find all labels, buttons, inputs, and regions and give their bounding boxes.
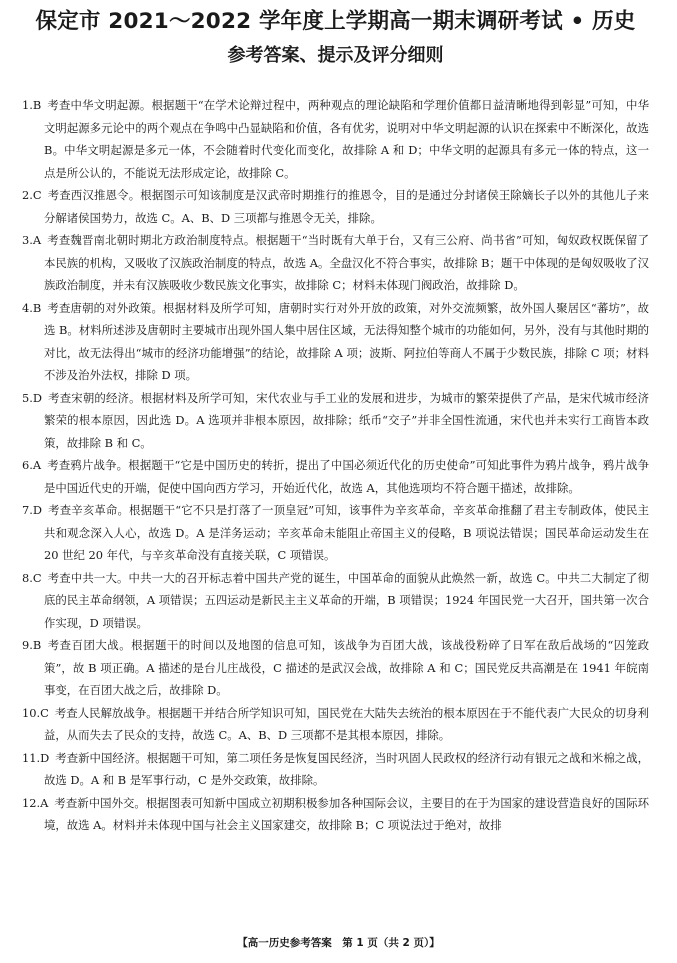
answer-explanation: 考查鸦片战争。根据题干“它是中国历史的转折，提出了中国必须近代化的历史使命”可知此事件为鸦片战争，鸦片战争是中国近代史的开端，促使中国向西方学习，开始近代化，故选 A，其他选项均不符合题干描述，故排除。 — [44, 458, 649, 495]
answer-item-1 — [22, 94, 649, 184]
answer-item-7 — [22, 499, 649, 567]
answer-item-5 — [22, 387, 649, 455]
answer-item-4 — [22, 297, 649, 387]
answer-number: 10.C — [22, 705, 49, 720]
answer-number: 11.D — [22, 750, 50, 765]
answer-number: 12.A — [22, 795, 49, 810]
answer-explanation: 考查人民解放战争。根据题干并结合所学知识可知，国民党在大陆失去统治的根本原因在于不能代表广大民众的切身利益，从而失去了民众的支持，故选 C。A、B、D 三项都不是其根本原因，排除。 — [44, 705, 649, 742]
answer-explanation: 考查新中国经济。根据题干可知，第二项任务是恢复国民经济，当时巩固人民政权的经济行动有银元之战和米棉之战，故选 D。A 和 B 是军事行动，C 是外交政策，故排除。 — [44, 750, 649, 787]
answer-number: 9.B — [22, 638, 42, 652]
answer-item-6 — [22, 454, 649, 499]
answer-item-8 — [22, 567, 649, 635]
answer-item-2 — [22, 184, 649, 229]
answer-explanation: 考查辛亥革命。根据题干“它不只是打落了一顶皇冠”可知，该事件为辛亥革命，辛亥革命推翻了君主专制政体，使民主共和观念深入人心，故选 D。A 是洋务运动；辛亥革命未能阻止帝国主义的侵略，B 项说法错误；国民革命运动发生在 20 世纪 20 年代，与辛亥革命没有直接关联，C 项错误。 — [44, 503, 649, 562]
answer-explanation: 考查新中国外交。根据图表可知新中国成立初期积极参加各种国际会议，主要目的在于为国家的建设营造良好的国际环境，故选 A。材料并未体现中国与社会主义国家建交，故排除 B；C 项说法过于绝对，故排 — [44, 795, 649, 832]
answer-number: 7.D — [22, 503, 43, 517]
answer-list — [22, 94, 649, 837]
answer-item-3 — [22, 229, 649, 297]
answer-number: 5.D — [22, 390, 43, 405]
answer-number: 4.B — [22, 300, 42, 315]
answer-explanation: 考查中华文明起源。根据题干“在学术论辩过程中，两种观点的理论缺陷和学理价值都日益清晰地得到彰显”可知，中华文明起源多元论中的两个观点在争鸣中凸显缺陷和价值，各有优劣，说明对中华文明起源的认识在探索中不断深化，故选 B。中华文明起源是多元一体，不会随着时代变化而变化，故排除 A 和 D；中华文明的起源具有多元一体的特点，这一点是所公认的，不能说无法形成定论，故排除 C。 — [44, 98, 649, 180]
answer-number: 6.A — [22, 458, 42, 472]
answer-number: 1.B — [22, 98, 42, 112]
answer-explanation: 考查宋朝的经济。根据材料及所学可知，宋代农业与手工业的发展和进步，为城市的繁荣提供了产品，是宋代城市经济繁荣的根本原因，因此选 D。A 选项并非根本原因，故排除；纸币“交子”并非全国性流通，宋代也并未实行工商皆本政策，故排除 B 和 C。 — [44, 390, 649, 450]
answer-number: 8.C — [22, 570, 42, 585]
page-footer: 【高一历史参考答案 第 1 页（共 2 页）】 — [237, 937, 440, 949]
answer-item-9 — [22, 634, 649, 702]
page-title: 保定市 2021～2022 学年度上学期高一期末调研考试 • 历史 — [35, 9, 636, 34]
answer-explanation: 考查百团大战。根据题干的时间以及地图的信息可知，该战争为百团大战，该战役粉碎了日军在敌后战场的“囚笼政策”，故 B 项正确。A 描述的是台儿庄战役，C 描述的是武汉会战，故排除 A 和 C；国民党反共高潮是在 1941 年皖南事变，在百团大战之后，故排除 D。 — [44, 638, 649, 697]
answer-number: 3.A — [22, 233, 42, 247]
answer-explanation: 考查魏晋南北朝时期北方政治制度特点。根据题干“当时既有大单于台，又有三公府、尚书省”可知，匈奴政权既保留了本民族的机构，又吸收了汉族政治制度的特点，故选 A。全盘汉化不符合事实，故排除 B；题干中体现的是匈奴吸收了汉族政治制度，并未有汉族吸收少数民族文化事实，故排除 C；材料未体现门阀政治，故排除 D。 — [44, 233, 649, 292]
answer-explanation: 考查唐朝的对外政策。根据材料及所学可知，唐朝时实行对外开放的政策，对外交流频繁，故外国人聚居区“蕃坊”，故选 B。材料所述涉及唐朝时主要城市出现外国人集中居住区域，无法得知整个城市的功能如何，另外，没有与其他时期的对比，故无法得出“城市的经济功能增强”的结论，故排除 A 项；波斯、阿拉伯等商人不属于少数民族，排除 C 项；材料不涉及治外法权，排除 D 项。 — [44, 300, 649, 382]
answer-explanation: 考查西汉推恩令。根据图示可知该制度是汉武帝时期推行的推恩令，目的是通过分封诸侯王除嫡长子以外的其他儿子来分解诸侯国势力，故选 C。A、B、D 三项都与推恩令无关，排除。 — [44, 188, 649, 225]
answer-item-10 — [22, 702, 649, 747]
answer-number: 2.C — [22, 188, 42, 202]
page-subtitle: 参考答案、提示及评分细则 — [227, 45, 444, 66]
answer-explanation: 考查中共一大。中共一大的召开标志着中国共产党的诞生，中国革命的面貌从此焕然一新，故选 C。中共二大制定了彻底的民主革命纲领，A 项错误；五四运动是新民主主义革命的开端，B 项错误；1924 年国民党一大召开，国共第一次合作实现，D 项错误。 — [44, 570, 649, 630]
answer-item-12 — [22, 792, 649, 837]
answer-item-11 — [22, 747, 649, 792]
